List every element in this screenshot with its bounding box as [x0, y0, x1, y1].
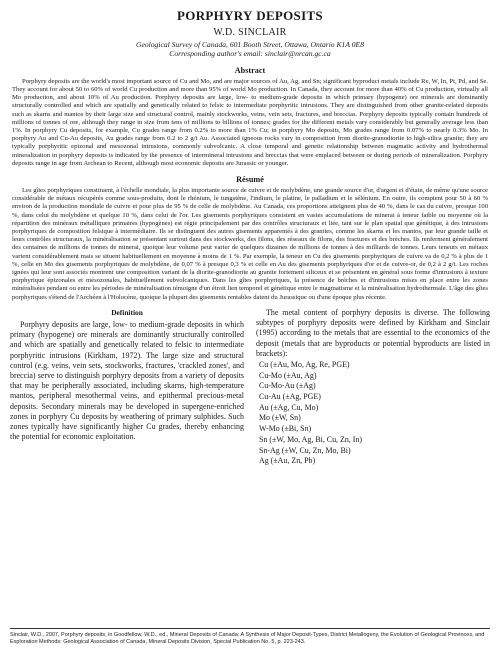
subtype-item: Ag (±Au, Zn, Pb) — [259, 456, 316, 466]
subtype-item: Cu-Mo-Au (±Ag) — [259, 381, 316, 391]
corresponding-email: Corresponding author's email: sinclair@nrcan.gc.ca — [169, 49, 331, 59]
metal-content-paragraph: The metal content of porphyry deposits is diverse. The following subtypes of porphyry deposits were defined by Kirkham and Sinclair (1995) according to the metals that are essential to the economics of the deposit (metals that are byproducts or potential byproducts are listed in brackets): — [256, 307, 490, 358]
subtype-list — [259, 360, 490, 467]
left-column — [10, 308, 244, 467]
abstract-heading: Abstract — [234, 65, 266, 75]
subtype-item: Sn-Ag (±W, Cu, Zn, Mo, Bi) — [259, 445, 351, 455]
resume-heading: Résumé — [236, 175, 264, 185]
subtype-item: Cu-Au (±Ag, PGE) — [259, 392, 321, 402]
resume-text: Les gîtes porphyriques constituent, à l'échelle mondiale, la plus importante source de cuivre et de molybdène, une grande source d'or, d'argent et d'étain, de même qu'une source considérable de métaux récupérés comme sous-produits, dont le rhénium, le tungstène, l'indium, le platine, le palladium et le sélénium. En outre, ils comptent pour 50 à 60 % environ de la production mondiale de cuivre et pour plus de 95 % de celle de molybdène. Au Canada, ces proportions atteignent plus de 40 %, dans le cas du cuivre, presque 100 %, dans celui du molybdène et quelque 10 %, dans celui de l'or. Les gisements porphyriques consistent en vastes accumulations de minerai à teneur faible ou moyenne où la répartition des minéraux métalliques primaires (hypogènes) est régie principalement par des contrôles structuraux et liée, tant sur le plan spatial que génétique, à des intrusions porphyriques de composition felsique à intermédiaire. Ils se distinguent des autres gisements apparentés à des granites, comme les skarns et les mantos, par leur grande taille et leurs contrôles structuraux, la minéralisation se présentant surtout dans des stockwerks, des filons, des réseaux de filons, des fractures et des brèches. Ils renferment généralement des centaines de millions de tonnes de minerai, quoique leur volume peut varier de quelques dizaines de millions de tonnes à des milliards de tonnes. Leurs teneurs en métaux varient considérablement mais se situent habituellement en moyenne à moins de 1 %. Par exemple, la teneur en Cu des gisements porphyriques de cuivre va de 0,2 % à plus de 1 %, celle en Mo des gisements porphyriques de molybdène, de 0,07 % à presque 0,3 % et celle en Au des gisements porphyriques d'or et de cuivre-or, de 0,2 à 2 g/t. Les roches ignées qui leur sont associés montrent une composition variant de la diorite-granodiorite au granite fortement siliceux et se présentent en général sous forme d'intrusions à texture porphyrique épizonales et mésozonales, habituellement subvolcaniques. Dans les gîtes porphyriques, la présence de brèches et d'intrusions mises en place entre les zones minéralisées pendant ou entre les périodes de minéralisation témoigne d'un étroit lien temporel et génétique entre le magmatisme et la minéralisation hydrothermale. L'âge des gîtes porphyriques s'étend de l'Archéen à l'Holocène, quoique la plupart des gisements rentables datent du Jurassique ou d'une époque plus récente. — [12, 187, 488, 301]
definition-heading: Definition — [111, 307, 143, 317]
subtype-item: Sn (±W, Mo, Ag, Bi, Cu, Zn, In) — [259, 434, 363, 444]
subtype-item: Cu-Mo (±Au, Ag) — [259, 370, 317, 380]
subtype-item: Mo (±W, Sn) — [259, 413, 301, 423]
paper-title: PORPHYRY DEPOSITS — [177, 8, 323, 23]
affiliation-address: Geological Survey of Canada, 601 Booth Street, Ottawa, Ontario K1A 0E8 — [135, 40, 364, 49]
body-columns — [10, 308, 490, 467]
author-name: W.D. SINCLAIR — [213, 27, 287, 38]
affiliation — [10, 40, 490, 59]
definition-text: Porphyry deposits are large, low- to medium-grade deposits in which primary (hypogene) ore minerals are dominantly structurally controlled and which are spatially and genetically related to felsic to intermediate porphyritic intrusions (Kirkham, 1972). The large size and structural control (e.g. veins, vein sets, stockworks, fractures, 'crackled zones', and breccia) serve to distinguish porphyry deposits from a variety of deposits that may be peripherally associated, including skarns, high-temperature mantos, peripheral mesothermal veins, and epithermal precious-metal deposits. Secondary minerals may be developed in supergene-enriched zones in porphyry Cu deposits by weathering of primary sulphides. Such zones typically have significantly higher Cu grades, thereby enhancing the potential for economic exploitation. — [10, 319, 244, 442]
subtype-item: Cu (±Au, Mo, Ag, Re, PGE) — [259, 359, 350, 369]
subtype-item: Au (±Ag, Cu, Mo) — [259, 402, 319, 412]
subtype-item: W-Mo (±Bi, Sn) — [259, 424, 312, 434]
citation-footer: Sinclair, W.D., 2007, Porphyry deposits, in Goodfellow, W.D., ed., Mineral Deposits of Canada: A Synthesis of Major Deposit-Types, District Metallogeny, the Evolution of Geological Provinces, and Exploration Methods: Geological Association of Canada, Mineral Deposits Division, Special Publication No. 5, p. 223-243. — [10, 628, 490, 646]
abstract-text: Porphyry deposits are the world's most important source of Cu and Mo, and are major sources of Au, Ag, and Sn; significant byproduct metals include Re, W, In, Pt, Pd, and Se. They account for about 50 to 60% of world Cu production and more than 95% of world Mo production. In Canada, they account for more than 40% of Cu production, virtually all Mo production, and about 10% of Au production. Porphyry deposits are large, low- to medium-grade deposits in which primary (hypogene) ore minerals are dominantly structurally controlled and which are spatially and genetically related to felsic to intermediate porphyritic intrusions. They are distinguished from other granite-related deposits such as skarns and mantos by their large size and structural control, mainly stockworks, veins, vein sets, fractures, and breccias. Porphyry deposits typically contain hundreds of millions of tonnes of ore, although they range in size from tens of millions to billions of tonnes; grades for the different metals vary considerably but generally average less than 1%. In porphyry Cu deposits, for example, Cu grades range from 0.2% to more than 1% Cu; in porphyry Mo deposits, Mo grades range from 0.07% to nearly 0.3% Mo. In porphyry Au and Cu-Au deposits, Au grades range from 0.2 to 2 g/t Au. Associated igneous rocks vary in composition from diorite-granodiorite to high-silica granite; they are typically porphyritic epizonal and mesozonal intrusions, commonly subvolcanic. A close temporal and genetic relationship between magmatic activity and hydrothermal mineralization in porphyry deposits is indicated by the presence of intermineral intrusions and breccias that were emplaced between or during periods of mineralization. Porphyry deposits range in age from Archean to Recent, although most economic deposits are Jurassic or younger. — [12, 77, 488, 167]
right-column — [256, 308, 490, 467]
